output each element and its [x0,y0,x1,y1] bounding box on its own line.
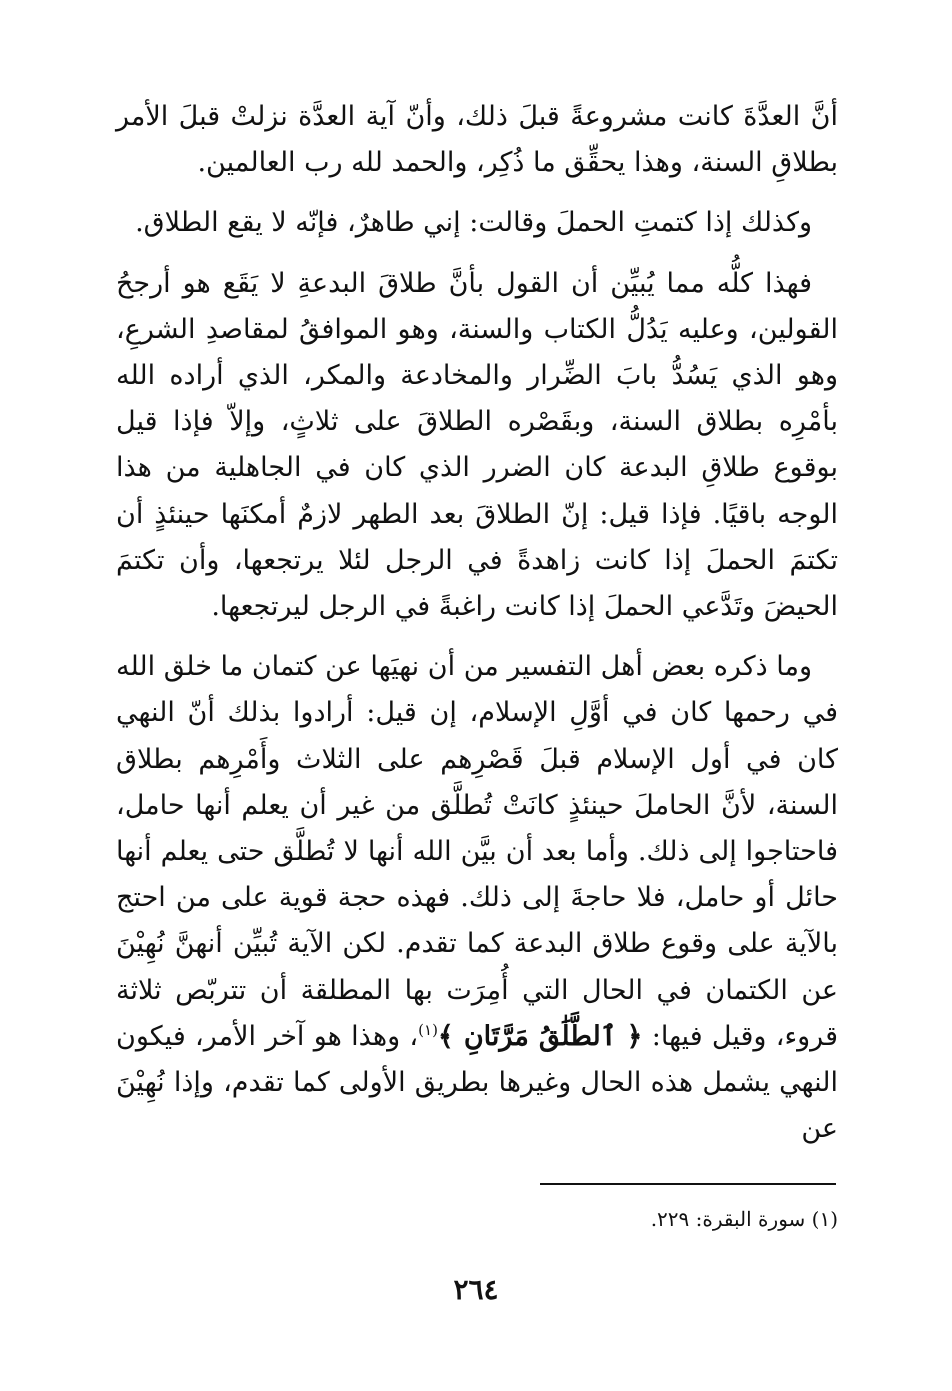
paragraph-4 [116,644,838,1152]
paragraph-3: فهذا كلُّه مما يُبيِّن أن القول بأنَّ طلاقَ البدعةِ لا يَقَع هو أرجحُ القولين، وعليه يَدُلُّ الكتاب والسنة، وهو الموافقُ لمقاصدِ الشرعِ، وهو الذي يَسُدُّ بابَ الضِّرار والمخادعة والمكر، الذي أراده الله بأمْرِه بطلاق السنة، وبقَصْره الطلاقَ على ثلاثٍ، وإلاّ فإذا قيل بوقوع طلاقِ البدعة كان الضرر الذي كان في الجاهلية من هذا الوجه باقيًا. فإذا قيل: إنّ الطلاقَ بعد الطهر لازمٌ أمكنَها حينئذٍ أن تكتمَ الحملَ إذا كانت زاهدةً في الرجل لئلا يرتجعها، وأن تكتمَ الحيضَ وتَدَّعي الحملَ إذا كانت راغبةً في الرجل ليرتجعها. [116,267,838,623]
paragraph-1: أنَّ العدَّةَ كانت مشروعةً قبلَ ذلك، وأنّ آية العدَّة نزلتْ قبلَ الأمر بطلاقِ السنة، وهذا يحقِّق ما ذُكِر، والحمد لله رب العالمين. [116,101,838,179]
paragraph-4-text-before: وما ذكره بعض أهل التفسير من أن نهيَها عن كتمان ما خلق الله في رحمها كان في أوَّلِ الإسلام، إن قيل: أرادوا بذلك أنّ النهي كان في أول الإسلام قبلَ قَصْرِهم على الثلاث وأَمْرِهم بطلاق السنة، لأنَّ الحاملَ حينئذٍ كانَتْ تُطلَّق من غير أن يعلم أنها حامل، فاحتاجوا إلى ذلك. وأما بعد أن بيَّن الله أنها لا تُطلَّق حتى يعلم أنها حائل أو حامل، فلا حاجةَ إلى ذلك. فهذه حجة قوية على من احتج بالآية على وقوع طلاق البدعة كما تقدم. لكن الآية تُبيِّن أنهنَّ نُهِيْنَ عن الكتمان في الحال التي أُمِرَت بها المطلقة أن تتربّص ثلاثة قروء، وقيل فيها: [116,651,838,1052]
paragraph-2: وكذلك إذا كتمتِ الحملَ وقالت: إني طاهرٌ، فإنّه لا يقع الطلاق. [135,207,812,239]
body-text [116,94,838,1166]
footnote: (١) سورة البقرة: ٢٢٩. [650,1207,838,1231]
paragraph-4-text-after: ، وهذا هو آخر الأمر، فيكون النهي يشمل هذه الحال وغيرها بطريق الأولى كما تقدم، وإذا نُهِيْنَ عن [116,1020,838,1145]
quran-quote: ﴿ ٱلطَّلَٰقُ مَرَّتَانِ ﴾ [437,1020,643,1052]
footnote-reference: (١) [418,1020,438,1039]
footnote-divider [540,1183,836,1185]
page-number: ٢٦٤ [453,1273,499,1306]
